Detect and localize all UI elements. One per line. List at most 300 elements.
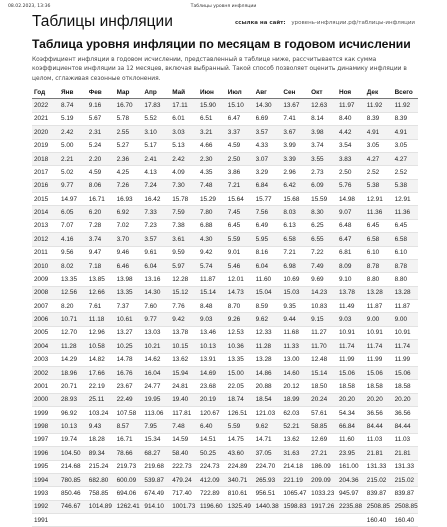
table-cell: 3.74 — [87, 233, 115, 246]
table-cell: 9.03 — [198, 313, 226, 326]
table-cell: 5.13 — [170, 139, 198, 152]
table-cell: 7.30 — [170, 179, 198, 192]
table-cell: 10.71 — [59, 313, 87, 326]
table-cell: 6.49 — [254, 219, 282, 232]
table-cell: 3.05 — [365, 139, 393, 152]
table-cell: 9.44 — [281, 313, 309, 326]
table-cell: 11.03 — [365, 433, 393, 446]
table-row — [32, 340, 418, 353]
table-cell: 18.28 — [87, 433, 115, 446]
table-cell: 13.35 — [115, 286, 143, 299]
total-cell: 15.06 — [393, 366, 418, 379]
year-cell: 2010 — [32, 259, 59, 272]
table-cell: 8.80 — [365, 273, 393, 286]
table-cell: 11.70 — [309, 340, 337, 353]
table-cell: 6.47 — [337, 233, 365, 246]
table-row — [32, 326, 418, 339]
table-cell: 219.73 — [115, 460, 143, 473]
table-cell: 6.48 — [337, 219, 365, 232]
table-cell: 8.20 — [59, 300, 87, 313]
total-cell: 21.81 — [393, 447, 418, 460]
table-cell: 12.70 — [59, 326, 87, 339]
table-cell: 9.77 — [142, 313, 170, 326]
table-cell: 6.51 — [198, 112, 226, 125]
table-cell: 23.68 — [198, 380, 226, 393]
table-cell: 11.33 — [281, 340, 309, 353]
table-cell: 6.98 — [281, 259, 309, 272]
year-cell: 2020 — [32, 126, 59, 139]
table-cell: 6.05 — [59, 206, 87, 219]
table-cell: 15.00 — [226, 366, 254, 379]
table-cell: 20.24 — [309, 393, 337, 406]
table-cell: 8.70 — [226, 300, 254, 313]
table-cell: 9.61 — [142, 246, 170, 259]
table-cell: 7.60 — [142, 300, 170, 313]
table-row — [32, 112, 418, 125]
table-cell: 8.57 — [115, 420, 143, 433]
year-cell: 2012 — [32, 233, 59, 246]
table-cell: 12.66 — [87, 286, 115, 299]
table-cell: 6.46 — [115, 259, 143, 272]
source-link — [235, 20, 415, 26]
table-row — [32, 166, 418, 179]
table-cell: 224.70 — [254, 460, 282, 473]
year-cell: 2011 — [32, 246, 59, 259]
table-cell: 6.88 — [198, 219, 226, 232]
year-cell: 2019 — [32, 139, 59, 152]
table-cell: 18.54 — [254, 393, 282, 406]
table-cell: 3.03 — [170, 126, 198, 139]
table-cell: 9.16 — [87, 99, 115, 112]
table-cell: 14.73 — [226, 286, 254, 299]
table-cell: 7.61 — [87, 300, 115, 313]
table-cell: 2235.88 — [337, 500, 365, 513]
table-cell: 9.15 — [309, 313, 337, 326]
table-cell: 11.28 — [59, 340, 87, 353]
table-cell: 18.99 — [281, 393, 309, 406]
column-header: Авг — [254, 86, 282, 99]
table-row — [32, 259, 418, 272]
table-cell: 4.91 — [365, 126, 393, 139]
table-cell: 11.74 — [337, 340, 365, 353]
table-cell: 5.02 — [59, 166, 87, 179]
table-cell: 8.03 — [281, 206, 309, 219]
table-cell: 12.69 — [309, 433, 337, 446]
table-cell: 7.45 — [226, 206, 254, 219]
table-cell: 12.91 — [365, 193, 393, 206]
table-cell: 3.57 — [254, 126, 282, 139]
table-cell: 2.20 — [87, 152, 115, 165]
table-cell: 9.69 — [309, 273, 337, 286]
table-cell: 682.80 — [87, 473, 115, 486]
table-cell: 14.78 — [115, 353, 143, 366]
total-cell: 12.91 — [393, 193, 418, 206]
table-cell: 539.87 — [142, 473, 170, 486]
table-cell: 2.36 — [115, 152, 143, 165]
table-cell: 14.69 — [198, 366, 226, 379]
table-cell: 15.77 — [254, 193, 282, 206]
table-cell: 13.91 — [198, 353, 226, 366]
table-cell: 11.74 — [365, 340, 393, 353]
column-header: Янв — [59, 86, 87, 99]
table-cell: 4.35 — [198, 166, 226, 179]
total-cell: 11.99 — [393, 353, 418, 366]
table-cell: 1917.26 — [309, 500, 337, 513]
table-cell: 215.02 — [365, 473, 393, 486]
table-cell: 5.46 — [226, 259, 254, 272]
table-cell: 3.74 — [309, 139, 337, 152]
table-cell: 22.05 — [226, 380, 254, 393]
table-cell: 9.56 — [59, 246, 87, 259]
table-cell: 2.42 — [170, 152, 198, 165]
print-header — [8, 4, 439, 12]
table-cell: 8.39 — [365, 112, 393, 125]
total-cell: 6.58 — [393, 233, 418, 246]
table-cell: 14.75 — [226, 433, 254, 446]
table-cell — [142, 514, 170, 527]
table-cell: 5.17 — [142, 139, 170, 152]
table-cell: 12.48 — [309, 353, 337, 366]
table-header — [32, 86, 418, 99]
total-cell: 11.36 — [393, 206, 418, 219]
total-cell: 2508.85 — [393, 500, 418, 513]
table-cell: 120.67 — [198, 407, 226, 420]
table-row — [32, 353, 418, 366]
total-cell: 10.91 — [393, 326, 418, 339]
table-cell: 11.60 — [337, 433, 365, 446]
table-cell: 50.25 — [198, 447, 226, 460]
table-cell: 7.21 — [226, 179, 254, 192]
table-cell: 10.15 — [170, 340, 198, 353]
table-cell: 104.50 — [59, 447, 87, 460]
table-cell: 8.74 — [59, 99, 87, 112]
table-cell: 2.42 — [59, 126, 87, 139]
year-cell: 2005 — [32, 326, 59, 339]
table-cell: 11.68 — [281, 326, 309, 339]
table-cell: 15.10 — [226, 99, 254, 112]
column-header: Мар — [115, 86, 143, 99]
print-date: 08.02.2023, 13:36 — [8, 4, 51, 9]
total-cell: 8.39 — [393, 112, 418, 125]
table-cell: 6.58 — [281, 233, 309, 246]
table-cell: 24.77 — [142, 380, 170, 393]
table-cell: 37.05 — [254, 447, 282, 460]
table-cell: 57.61 — [309, 407, 337, 420]
table-cell: 3.37 — [226, 126, 254, 139]
table-cell: 10.61 — [115, 313, 143, 326]
table-cell: 674.49 — [142, 487, 170, 500]
column-header: Июн — [198, 86, 226, 99]
table-cell: 12.01 — [226, 273, 254, 286]
table-cell: 9.00 — [365, 313, 393, 326]
table-cell: 27.21 — [309, 447, 337, 460]
table-cell: 7.38 — [170, 219, 198, 232]
table-cell: 13.46 — [198, 326, 226, 339]
table-cell: 7.41 — [281, 112, 309, 125]
table-cell: 3.61 — [170, 233, 198, 246]
table-cell: 4.25 — [115, 166, 143, 179]
column-header: Дек — [365, 86, 393, 99]
table-cell: 9.01 — [226, 246, 254, 259]
year-cell: 2021 — [32, 112, 59, 125]
table-cell: 2.50 — [226, 152, 254, 165]
table-cell: 8.16 — [254, 246, 282, 259]
table-cell: 17.83 — [142, 99, 170, 112]
table-cell: 11.60 — [254, 273, 282, 286]
table-cell: 8.14 — [309, 112, 337, 125]
table-cell: 5.19 — [59, 112, 87, 125]
table-cell: 25.11 — [87, 393, 115, 406]
table-cell: 224.73 — [198, 460, 226, 473]
table-cell: 6.25 — [309, 219, 337, 232]
table-cell: 161.00 — [337, 460, 365, 473]
table-cell: 11.36 — [365, 206, 393, 219]
year-cell: 2018 — [32, 152, 59, 165]
table-cell — [337, 514, 365, 527]
table-cell: 6.10 — [365, 246, 393, 259]
total-cell: 4.27 — [393, 152, 418, 165]
table-cell: 945.97 — [337, 487, 365, 500]
column-header: Всего — [393, 86, 418, 99]
table-cell: 13.03 — [142, 326, 170, 339]
table-cell: 58.85 — [309, 420, 337, 433]
table-cell: 20.12 — [281, 380, 309, 393]
table-cell: 13.98 — [115, 273, 143, 286]
table-cell: 13.35 — [59, 273, 87, 286]
table-cell: 126.51 — [226, 407, 254, 420]
table-cell: 3.83 — [337, 152, 365, 165]
table-cell: 9.77 — [59, 179, 87, 192]
column-header: Фев — [87, 86, 115, 99]
table-cell: 7.56 — [254, 206, 282, 219]
table-cell: 11.99 — [365, 353, 393, 366]
table-cell: 2.52 — [365, 166, 393, 179]
table-cell: 14.97 — [59, 193, 87, 206]
table-cell: 13.78 — [337, 286, 365, 299]
table-cell: 7.26 — [115, 179, 143, 192]
table-cell: 6.55 — [309, 233, 337, 246]
table-row — [32, 179, 418, 192]
table-cell: 15.04 — [254, 286, 282, 299]
table-cell: 13.35 — [226, 353, 254, 366]
total-cell: 13.28 — [393, 286, 418, 299]
table-cell: 9.42 — [170, 313, 198, 326]
table-cell: 9.10 — [337, 273, 365, 286]
year-cell: 1998 — [32, 420, 59, 433]
table-cell: 6.04 — [254, 259, 282, 272]
table-cell: 18.50 — [309, 380, 337, 393]
table-cell: 131.33 — [365, 460, 393, 473]
table-cell: 15.59 — [309, 193, 337, 206]
table-cell: 21.81 — [365, 447, 393, 460]
table-cell: 10.58 — [87, 340, 115, 353]
inflation-table-wrapper — [32, 86, 418, 527]
table-cell: 13.00 — [281, 353, 309, 366]
table-cell: 1598.83 — [281, 500, 309, 513]
table-cell: 9.46 — [115, 246, 143, 259]
table-cell — [254, 514, 282, 527]
table-cell: 10.13 — [198, 340, 226, 353]
table-cell: 6.42 — [281, 179, 309, 192]
table-cell: 9.42 — [198, 246, 226, 259]
table-cell: 15.12 — [170, 286, 198, 299]
table-cell: 14.60 — [281, 366, 309, 379]
column-header: Май — [170, 86, 198, 99]
table-cell: 107.58 — [115, 407, 143, 420]
table-cell: 7.33 — [142, 206, 170, 219]
table-cell: 19.74 — [59, 433, 87, 446]
table-cell: 2.73 — [309, 166, 337, 179]
table-cell: 160.40 — [365, 514, 393, 527]
table-cell: 186.09 — [309, 460, 337, 473]
table-cell: 7.24 — [142, 179, 170, 192]
column-header-year: Год — [32, 86, 59, 99]
table-cell: 5.59 — [226, 420, 254, 433]
table-row — [32, 206, 418, 219]
table-cell: 54.34 — [337, 407, 365, 420]
table-cell: 9.35 — [281, 300, 309, 313]
table-cell: 10.36 — [226, 340, 254, 353]
table-cell: 7.49 — [309, 259, 337, 272]
table-cell: 6.40 — [198, 420, 226, 433]
table-cell: 28.93 — [59, 393, 87, 406]
site-brand: Таблицы инфляции — [32, 13, 173, 30]
table-cell: 31.63 — [281, 447, 309, 460]
total-cell: 6.10 — [393, 246, 418, 259]
table-cell: 956.51 — [254, 487, 282, 500]
total-cell: 215.02 — [393, 473, 418, 486]
year-cell: 2014 — [32, 206, 59, 219]
table-cell: 84.44 — [365, 420, 393, 433]
table-row — [32, 487, 418, 500]
table-cell: 4.33 — [254, 139, 282, 152]
table-cell — [59, 514, 87, 527]
table-cell: 2.96 — [281, 166, 309, 179]
table-row — [32, 460, 418, 473]
table-cell: 6.45 — [226, 219, 254, 232]
table-cell: 412.09 — [198, 473, 226, 486]
year-cell: 1992 — [32, 500, 59, 513]
year-cell: 2008 — [32, 286, 59, 299]
source-link-url[interactable]: уровень-инфляции.рф/таблицы-инфляции — [291, 20, 415, 26]
table-cell: 694.06 — [115, 487, 143, 500]
table-cell: 600.09 — [115, 473, 143, 486]
table-cell: 8.48 — [198, 300, 226, 313]
table-cell: 746.67 — [59, 500, 87, 513]
page-title: Таблица уровня инфляции по месяцам в годовом исчислении — [32, 37, 411, 51]
year-cell: 2003 — [32, 353, 59, 366]
table-row — [32, 233, 418, 246]
table-cell: 12.96 — [87, 326, 115, 339]
table-cell: 265.93 — [254, 473, 282, 486]
table-cell: 11.92 — [365, 99, 393, 112]
table-row — [32, 473, 418, 486]
intro-paragraph: Коэффициент инфляции в годовом исчислении, представленный в таблице ниже, рассчитывается как сумма коэффициентов инфляции за 12 месяцев, включая выбранный. Такой способ позволяет оценить динамику инфляции в целом, сглаживая сезонные отклонения. — [32, 57, 407, 82]
total-cell: 11.87 — [393, 300, 418, 313]
table-cell: 6.92 — [115, 206, 143, 219]
table-cell: 13.62 — [170, 353, 198, 366]
table-cell: 215.24 — [87, 460, 115, 473]
table-cell: 7.95 — [142, 420, 170, 433]
table-cell: 10.25 — [115, 340, 143, 353]
table-cell: 4.59 — [226, 139, 254, 152]
table-cell: 58.40 — [170, 447, 198, 460]
table-row — [32, 246, 418, 259]
table-cell: 15.34 — [142, 433, 170, 446]
table-cell: 11.27 — [309, 326, 337, 339]
table-cell: 20.88 — [254, 380, 282, 393]
table-row — [32, 126, 418, 139]
table-cell: 2.55 — [115, 126, 143, 139]
table-cell: 15.29 — [198, 193, 226, 206]
table-cell: 18.58 — [337, 380, 365, 393]
total-cell: 11.74 — [393, 340, 418, 353]
table-cell: 14.29 — [59, 353, 87, 366]
year-cell: 1993 — [32, 487, 59, 500]
table-cell: 10.13 — [59, 420, 87, 433]
table-cell: 19.95 — [142, 393, 170, 406]
table-cell: 18.58 — [365, 380, 393, 393]
table-cell: 12.63 — [309, 99, 337, 112]
table-body — [32, 99, 418, 527]
table-cell: 7.23 — [142, 219, 170, 232]
table-cell: 18.74 — [226, 393, 254, 406]
total-cell: 4.91 — [393, 126, 418, 139]
table-cell: 7.80 — [198, 206, 226, 219]
table-cell: 12.56 — [59, 286, 87, 299]
table-cell: 113.06 — [142, 407, 170, 420]
year-cell: 2009 — [32, 273, 59, 286]
table-cell: 8.59 — [254, 300, 282, 313]
table-cell: 117.81 — [170, 407, 198, 420]
table-cell: 8.06 — [87, 179, 115, 192]
table-cell: 5.27 — [115, 139, 143, 152]
year-cell: 1995 — [32, 460, 59, 473]
table-cell: 68.27 — [142, 447, 170, 460]
table-cell: 16.71 — [87, 193, 115, 206]
table-cell: 717.40 — [170, 487, 198, 500]
table-cell: 8.40 — [337, 112, 365, 125]
table-cell: 14.51 — [198, 433, 226, 446]
table-cell: 3.98 — [309, 126, 337, 139]
table-cell — [198, 514, 226, 527]
table-cell: 8.78 — [365, 259, 393, 272]
table-cell: 9.62 — [254, 313, 282, 326]
table-cell: 6.58 — [365, 233, 393, 246]
table-cell: 17.66 — [87, 366, 115, 379]
table-cell: 5.78 — [115, 112, 143, 125]
table-cell: 4.66 — [198, 139, 226, 152]
table-row — [32, 393, 418, 406]
table-cell: 839.87 — [365, 487, 393, 500]
table-cell: 479.24 — [170, 473, 198, 486]
table-cell: 20.19 — [198, 393, 226, 406]
table-cell: 20.20 — [365, 393, 393, 406]
table-cell: 4.30 — [198, 233, 226, 246]
table-cell: 17.11 — [170, 99, 198, 112]
table-cell: 3.70 — [115, 233, 143, 246]
table-cell: 5.52 — [142, 112, 170, 125]
table-cell: 5.97 — [170, 259, 198, 272]
table-cell: 722.89 — [198, 487, 226, 500]
table-cell: 15.06 — [365, 366, 393, 379]
table-row — [32, 500, 418, 513]
table-cell: 11.28 — [254, 340, 282, 353]
table-cell: 219.68 — [142, 460, 170, 473]
table-cell: 11.97 — [337, 99, 365, 112]
table-cell: 10.91 — [337, 326, 365, 339]
table-cell: 89.34 — [87, 447, 115, 460]
